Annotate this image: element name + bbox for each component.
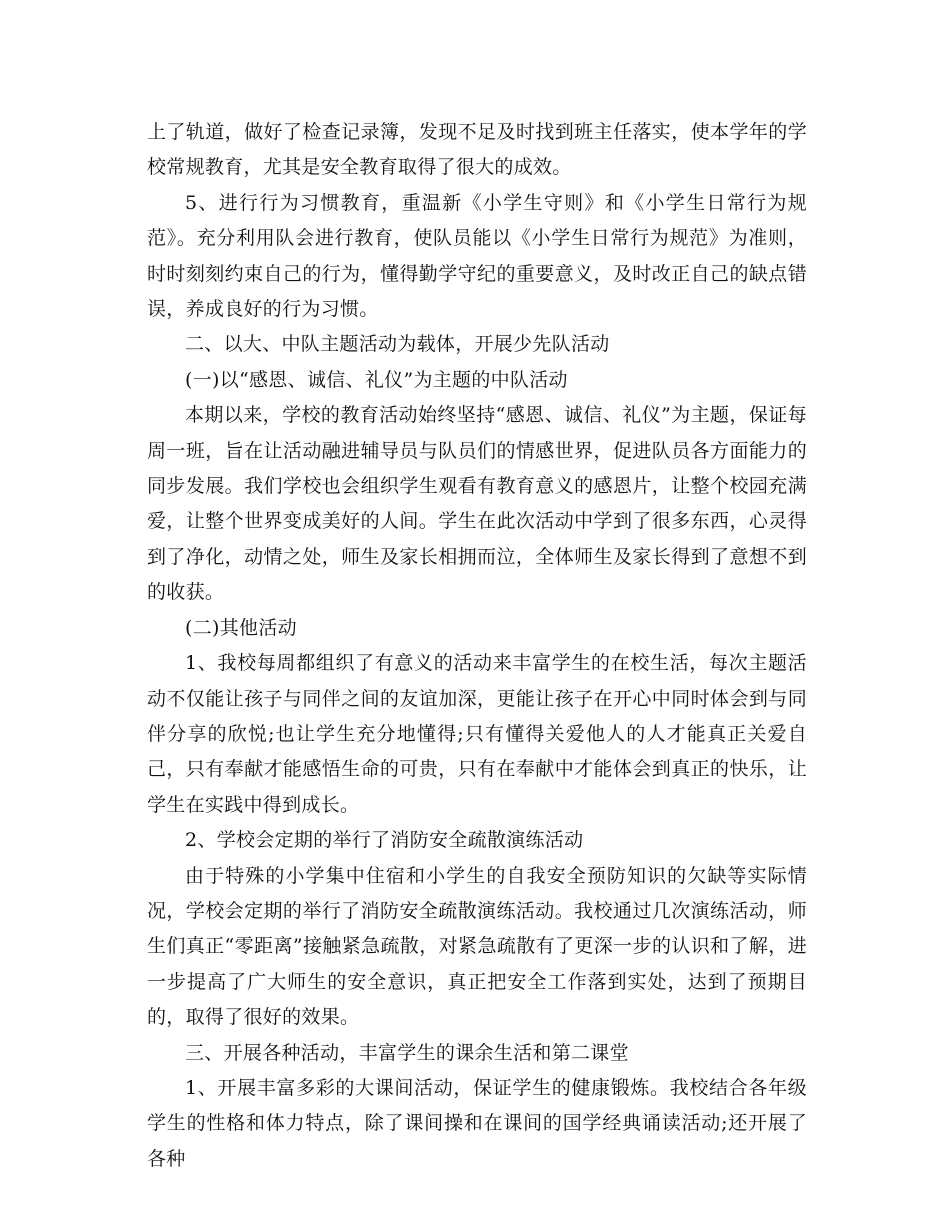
subsection-heading-1: (一)以“感恩、诚信、礼仪”为主题的中队活动 — [185, 368, 568, 391]
document-body — [147, 115, 807, 1177]
section-heading-2: 二、以大、中队主题活动为载体，开展少先队活动 — [185, 333, 610, 356]
subsection-heading-2: (二)其他活动 — [185, 616, 297, 639]
paragraph-2: 5、进行行为习惯教育，重温新《小学生守则》和《小学生日常行为规范》。充分利用队会进行教育，使队员能以《小学生日常行为规范》为准则，时时刻刻约束自己的行为，懂得勤学守纪的重要意义，及时改正自己的缺点错误，养成良好的行为习惯。 — [147, 191, 807, 321]
section-heading-3: 三、开展各种活动，丰富学生的课余生活和第二课堂 — [185, 1041, 629, 1064]
paragraph-5: 由于特殊的小学集中住宿和小学生的自我安全预防知识的欠缺等实际情况，学校会定期的举行了消防安全疏散演练活动。我校通过几次演练活动，师生们真正“零距离”接触紧急疏散，对紧急疏散有了更深一步的认识和了解，进一步提高了广大师生的安全意识，真正把安全工作落到实处，达到了预期目的，取得了很好的效果。 — [147, 864, 807, 1029]
paragraph-1: 上了轨道，做好了检查记录簿，发现不足及时找到班主任落实，使本学年的学校常规教育，尤其是安全教育取得了很大的成效。 — [147, 121, 807, 179]
paragraph-6: 1、开展丰富多彩的大课间活动，保证学生的健康锻炼。我校结合各年级学生的性格和体力特点，除了课间操和在课间的国学经典诵读活动;还开展了各种 — [147, 1076, 807, 1170]
paragraph-4: 1、我校每周都组织了有意义的活动来丰富学生的在校生活，每次主题活动不仅能让孩子与同伴之间的友谊加深，更能让孩子在开心中同时体会到与同伴分享的欣悦;也让学生充分地懂得;只有懂得关爱他人的人才能真正关爱自己，只有奉献才能感悟生命的可贵，只有在奉献中才能体会到真正的快乐，让学生在实践中得到成长。 — [147, 652, 807, 816]
item-heading-2: 2、学校会定期的举行了消防安全疏散演练活动 — [185, 829, 584, 852]
paragraph-3: 本期以来，学校的教育活动始终坚持“感恩、诚信、礼仪”为主题，保证每周一班，旨在让活动融进辅导员与队员们的情感世界，促进队员各方面能力的同步发展。我们学校也会组织学生观看有教育意义的感恩片，让整个校园充满爱，让整个世界变成美好的人间。学生在此次活动中学到了很多东西，心灵得到了净化，动情之处，师生及家长相拥而泣，全体师生及家长得到了意想不到的收获。 — [147, 404, 807, 604]
